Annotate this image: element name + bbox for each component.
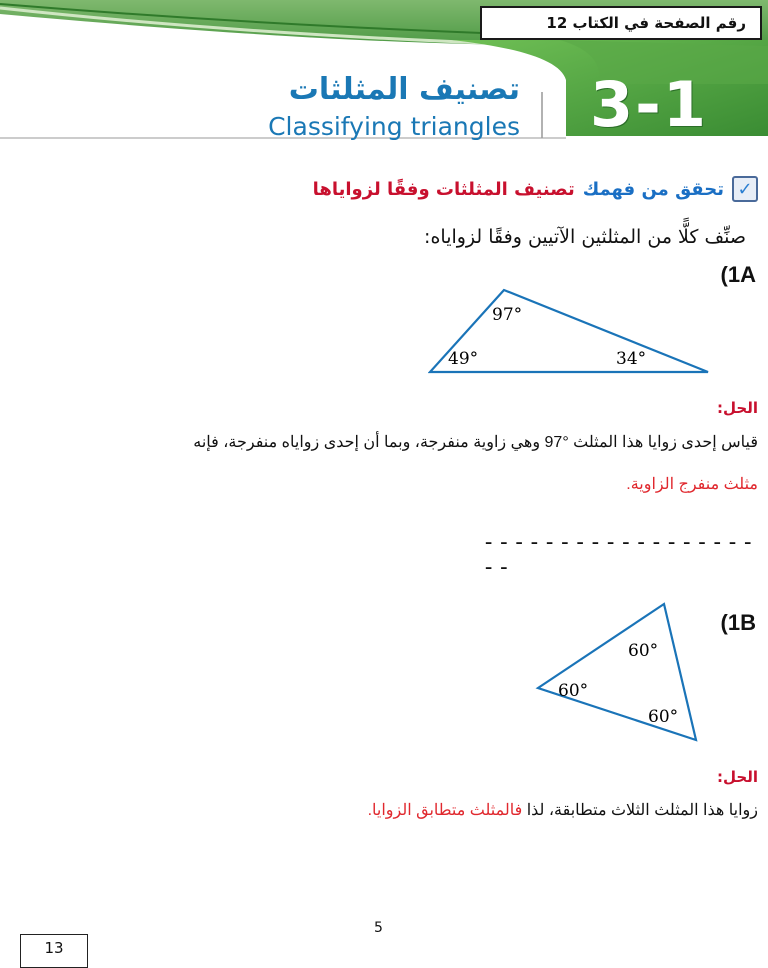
book-page-label: رقم الصفحة في الكتاب 12 [480,6,762,40]
instruction-text: صنِّف كلًّا من المثلثين الآتيين وفقًا لزواياه: [424,226,746,248]
check-understanding-heading [313,176,758,202]
solution-label-1a: الحل: [717,399,758,417]
checkbox-icon: ✓ [732,176,758,202]
angle-label: 60° [628,641,659,661]
angle-label: 49° [448,349,479,369]
triangle-1b [534,598,704,748]
page-number-box: 13 [20,934,88,968]
section-divider: -------------------- [482,530,757,580]
angle-label: 34° [616,349,647,369]
page-number: 5 [374,920,383,936]
problem-1a-label: (1A [720,262,756,287]
angle-label: 60° [558,681,589,701]
angle-label: 60° [648,707,679,727]
triangle-1a [428,288,714,378]
check-topic: تصنيف المثلثات وفقًا لزواياها [312,178,575,200]
lesson-title-arabic: تصنيف المثلثات [288,72,520,107]
solution-label-1b: الحل: [717,768,758,786]
answer-1a-conclusion: مثلث منفرج الزاوية. [626,476,758,493]
answer-1b [368,800,758,820]
angle-label: 97° [492,305,523,325]
lesson-title-english: Classifying triangles [268,112,520,141]
problem-1b-label: (1B [720,610,756,635]
answer-1a-text: قياس إحدى زوايا هذا المثلث °97 وهي زاوية منفرجة، وبما أن إحدى زواياه منفرجة، فإنه [193,434,758,451]
check-label: تحقق من فهمك [582,178,724,200]
answer-1b-text: زوايا هذا المثلث الثلاث متطابقة، لذا [522,802,758,819]
lesson-number: 3-1 [590,68,709,141]
answer-1b-conclusion: فالمثلث متطابق الزوايا. [367,802,523,819]
